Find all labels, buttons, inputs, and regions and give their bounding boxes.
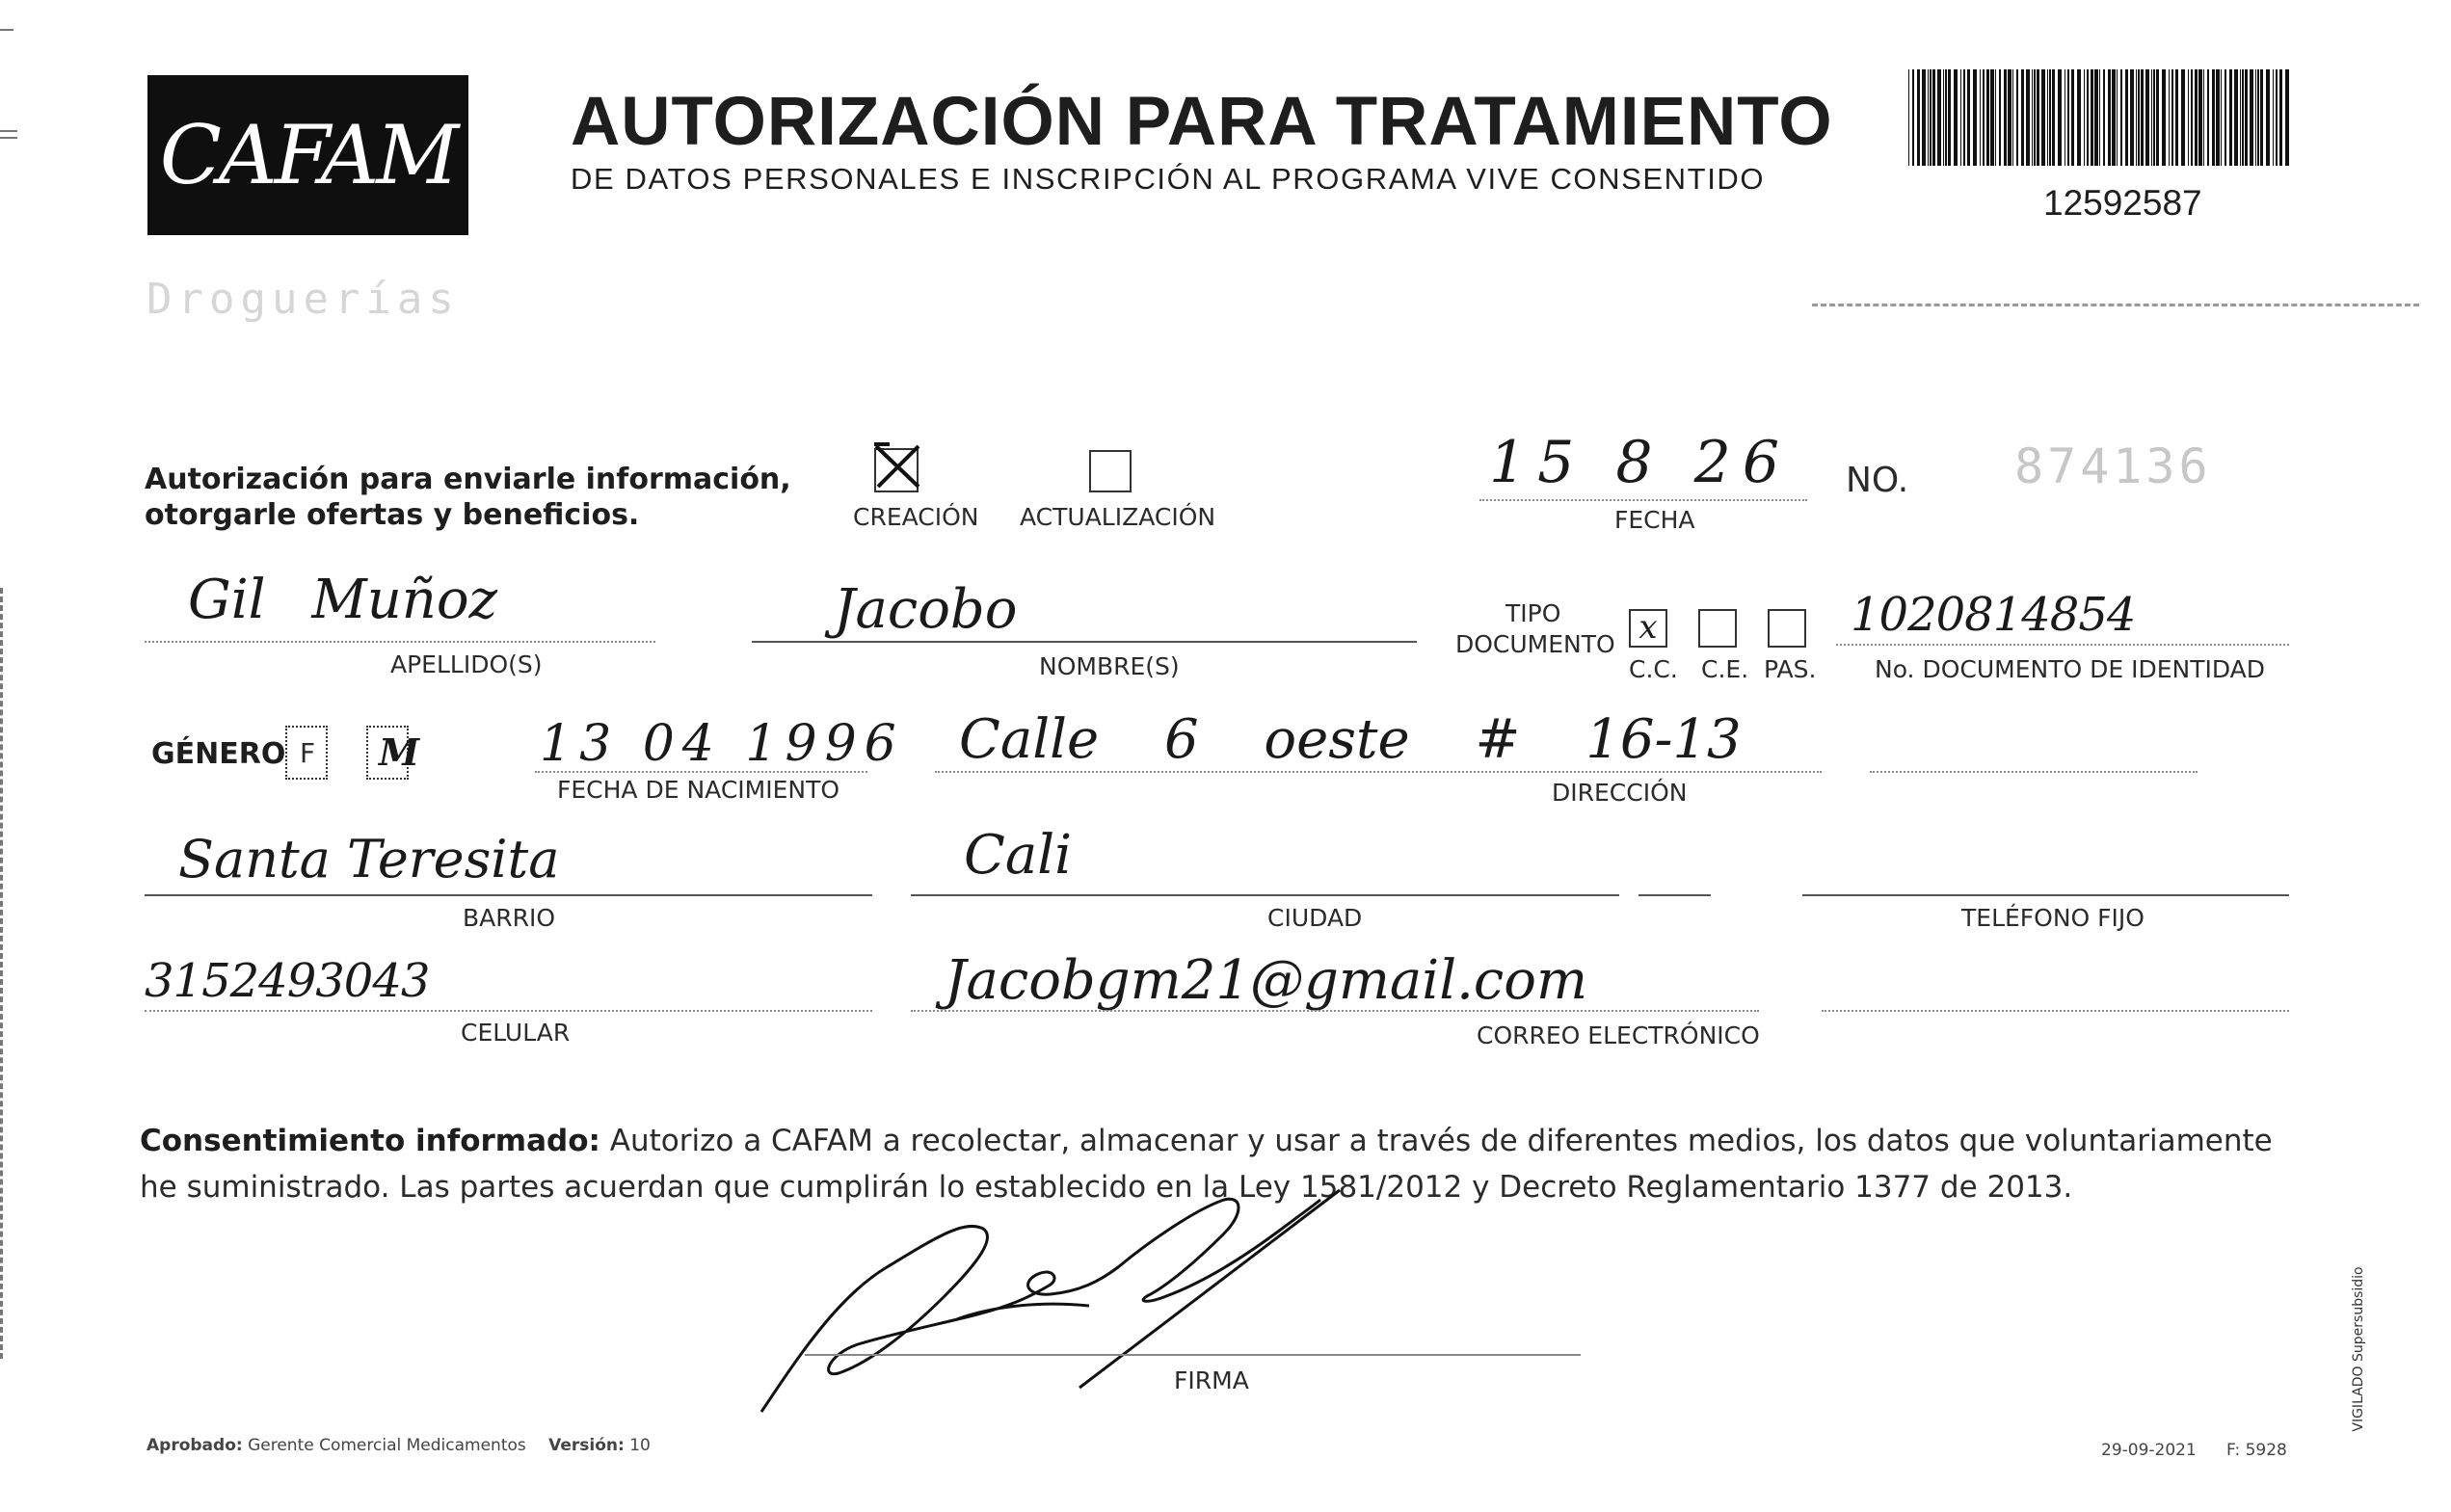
ciudad-label: CIUDAD: [1267, 904, 1363, 932]
nombres-label: NOMBRE(S): [1039, 652, 1180, 680]
no-value: 874136: [2014, 438, 2212, 494]
barcode-bar: [1922, 69, 1926, 166]
barcode-icon: [1908, 69, 2291, 166]
auth-text-line2: otorgarle ofertas y beneficios.: [145, 498, 640, 532]
barcode-bar: [2156, 69, 2159, 166]
footer-date: 29-09-2021: [2101, 1441, 2197, 1460]
barcode-bar: [2047, 69, 2048, 166]
celular-label: CELULAR: [461, 1019, 571, 1047]
barcode-bar: [2125, 69, 2128, 166]
doc-number-line: [1836, 644, 2289, 646]
barcode-bar: [2255, 69, 2256, 166]
barrio-value: Santa Teresita: [178, 829, 560, 889]
barcode-bar: [1990, 69, 1994, 166]
creacion-label: CREACIÓN: [853, 503, 979, 531]
barcode-bar: [1963, 69, 1965, 166]
nacimiento-value: 13 04 1996: [540, 715, 904, 773]
barcode-bar: [2260, 69, 2263, 166]
direccion-label: DIRECCIÓN: [1552, 779, 1688, 807]
no-label: NO.: [1846, 461, 1909, 500]
barcode-bar: [1967, 69, 1970, 166]
barcode-bar: [2067, 69, 2069, 166]
barrio-label: BARRIO: [463, 904, 556, 932]
barcode-bar: [1986, 69, 1989, 166]
ce-checkbox[interactable]: [1698, 609, 1737, 648]
barcode-bar: [2195, 69, 2198, 166]
barcode-bar: [2130, 69, 2134, 166]
barcode-bar: [2099, 69, 2100, 166]
cc-mark: x: [1638, 608, 1658, 647]
faded-brand-text: Droguerías: [147, 275, 460, 324]
cc-checkbox[interactable]: [1629, 609, 1667, 648]
barcode-bar: [1948, 69, 1951, 166]
apellidos-line: [145, 641, 655, 643]
barcode-bar: [2216, 69, 2220, 166]
ce-label: C.E.: [1701, 655, 1749, 683]
barcode-bar: [2120, 69, 2122, 166]
nacimiento-line: [535, 771, 867, 773]
barcode-bar: [2171, 69, 2173, 166]
actualizacion-checkbox[interactable]: [1089, 450, 1132, 492]
form-title: AUTORIZACIÓN PARA TRATAMIENTO: [571, 84, 1833, 160]
barcode-bar: [2279, 69, 2282, 166]
pas-checkbox[interactable]: [1768, 609, 1806, 648]
aprobado-value: Gerente Comercial Medicamentos: [248, 1436, 526, 1455]
nombres-value: Jacobo: [834, 578, 1018, 641]
direccion-line: [935, 771, 1822, 773]
signature-icon: [742, 1161, 1436, 1441]
barcode-bar: [2145, 69, 2149, 166]
barcode-bar: [1930, 69, 1931, 166]
barcode-bar: [2032, 69, 2033, 166]
barcode-bar: [2004, 69, 2007, 166]
correo-value: Jacobgm21@gmail.com: [945, 949, 1588, 1012]
barcode-bar: [2181, 69, 2185, 166]
barcode-bar: [2117, 69, 2118, 166]
ciudad-value: Cali: [964, 824, 1073, 887]
dashed-separator: [1812, 304, 2419, 306]
barcode-bar: [2162, 69, 2166, 166]
check-box-icon: [870, 442, 928, 492]
barcode-bar: [2141, 69, 2144, 166]
pas-label: PAS.: [1764, 655, 1817, 683]
footer-approval: [147, 1436, 651, 1455]
aprobado-label: Aprobado:: [147, 1436, 243, 1455]
barcode-bar: [2266, 69, 2270, 166]
barcode-bar: [2052, 69, 2055, 166]
barcode-bar: [2188, 69, 2189, 166]
barcode-bar: [1983, 69, 1985, 166]
form-code-number: 12592587: [2043, 183, 2202, 223]
form-subtitle: DE DATOS PERSONALES E INSCRIPCIÓN AL PROGRAMA VIVE CONSENTIDO: [571, 162, 1766, 196]
edge-mark: [0, 137, 17, 139]
barcode-bar: [2103, 69, 2105, 166]
barcode-bar: [2087, 69, 2089, 166]
barcode-bar: [2221, 69, 2222, 166]
barcode-bar: [2229, 69, 2232, 166]
doc-number-label: No. DOCUMENTO DE IDENTIDAD: [1875, 655, 2266, 683]
apellidos-value: Gil Muñoz: [188, 569, 498, 631]
telefono-line: [1802, 894, 2289, 896]
barrio-line: [145, 894, 872, 896]
barcode-bar: [2234, 69, 2238, 166]
barcode-bar: [1917, 69, 1920, 166]
correo-line: [911, 1010, 1759, 1012]
barcode-bar: [2285, 69, 2289, 166]
barcode-bar: [2012, 69, 2013, 166]
firma-label: FIRMA: [1174, 1366, 1249, 1394]
barcode-bar: [1980, 69, 1981, 166]
nombres-line: [752, 641, 1417, 643]
celular-value: 3152493043: [145, 954, 430, 1008]
barcode-bar: [2169, 69, 2170, 166]
barcode-bar: [2008, 69, 2011, 166]
barcode-bar: [1937, 69, 1941, 166]
direccion-line-2: [1870, 771, 2198, 773]
correo-line-2: [1822, 1010, 2289, 1012]
auth-text-line1: Autorización para enviarle información,: [145, 463, 791, 496]
vertical-text: VIGILADO Supersubsidio: [2351, 1266, 2366, 1432]
version-label: Versión:: [548, 1436, 625, 1455]
barcode-bar: [2016, 69, 2018, 166]
barcode-bar: [2136, 69, 2137, 166]
barcode-bar: [2077, 69, 2081, 166]
barcode-bar: [2084, 69, 2085, 166]
barcode-bar: [2034, 69, 2036, 166]
creacion-checkbox[interactable]: [874, 448, 919, 492]
direccion-value: Calle 6 oeste # 16-13: [959, 708, 1742, 771]
genero-label: GÉNERO: [151, 737, 286, 771]
documento-label: DOCUMENTO: [1455, 630, 1615, 658]
fecha-label: FECHA: [1614, 506, 1695, 534]
actualizacion-label: ACTUALIZACIÓN: [1020, 503, 1216, 531]
barcode-bar: [2041, 69, 2045, 166]
barcode-bar: [1908, 69, 1909, 166]
barcode-bar: [1928, 69, 1929, 166]
barcode-bar: [2138, 69, 2140, 166]
barcode-bar: [1995, 69, 1996, 166]
barcode-bar: [2175, 69, 2178, 166]
barcode-bar: [2058, 69, 2062, 166]
cc-label: C.C.: [1629, 655, 1678, 683]
barcode-bar: [1973, 69, 1977, 166]
gender-f-label: F: [300, 737, 316, 769]
barcode-bar: [2108, 69, 2111, 166]
gender-m-mark: M: [379, 730, 420, 774]
barcode-bar: [2242, 69, 2244, 166]
barcode-bar: [2207, 69, 2209, 166]
correo-label: CORREO ELECTRÓNICO: [1477, 1021, 1760, 1049]
fecha-value: 15 8 26: [1489, 429, 1792, 496]
consent-text: Autorizo a CAFAM a recolectar, almacenar y usar a través de diferentes medios, los datos que voluntariamente he suministrado. Las partes acuerdan que cumplirán lo establecido en la Ley 1581/2012 y Decreto Reglamentario 1377 de 2013.: [140, 1124, 2273, 1205]
barcode-bar: [2151, 69, 2152, 166]
barcode-bar: [2245, 69, 2248, 166]
barcode-bar: [1954, 69, 1958, 166]
doc-number-value: 1020814854: [1851, 588, 2136, 642]
barcode-bar: [2094, 69, 2098, 166]
telefono-label: TELÉFONO FIJO: [1961, 904, 2145, 932]
footer-form-code: F: 5928: [2226, 1441, 2287, 1460]
supersubsidio-logo-icon: [2344, 1238, 2373, 1460]
barcode-bar: [2071, 69, 2074, 166]
consent-bold: Consentimiento informado:: [140, 1124, 600, 1158]
barcode-bar: [2037, 69, 2039, 166]
barcode-bar: [1943, 69, 1944, 166]
barcode-bar: [2049, 69, 2051, 166]
barcode-bar: [2273, 69, 2274, 166]
celular-line: [145, 1010, 872, 1012]
edge-dashed-line: [0, 588, 3, 1359]
barcode-bar: [2240, 69, 2241, 166]
version-value: 10: [629, 1436, 651, 1455]
barcode-bar: [2250, 69, 2253, 166]
barcode-bar: [2212, 69, 2215, 166]
barcode-bar: [1945, 69, 1947, 166]
fecha-line: [1479, 499, 1807, 501]
barcode-bar: [1912, 69, 1914, 166]
barcode-bar: [2225, 69, 2226, 166]
barcode-bar: [2112, 69, 2116, 166]
nacimiento-label: FECHA DE NACIMIENTO: [557, 776, 840, 804]
tipo-label: TIPO: [1505, 599, 1561, 627]
barcode-bar: [2203, 69, 2204, 166]
barcode-bar: [1960, 69, 1961, 166]
barcode-bar: [2276, 69, 2278, 166]
ciudad-line-2: [1638, 894, 1711, 896]
firma-line: [805, 1354, 1581, 1356]
barcode-bar: [2026, 69, 2030, 166]
edge-mark: [0, 130, 17, 132]
ciudad-line: [911, 894, 1619, 896]
barcode-bar: [2021, 69, 2024, 166]
barcode-bar: [2257, 69, 2259, 166]
barcode-bar: [2191, 69, 2193, 166]
barcode-bar: [1932, 69, 1935, 166]
barcode-bar: [2198, 69, 2202, 166]
barcode-bar: [2091, 69, 2093, 166]
apellidos-label: APELLIDO(S): [390, 650, 543, 678]
barcode-bar: [2153, 69, 2155, 166]
cafam-logo: CAFAM: [147, 75, 468, 235]
barcode-bar: [1999, 69, 2001, 166]
edge-mark: [0, 29, 13, 31]
